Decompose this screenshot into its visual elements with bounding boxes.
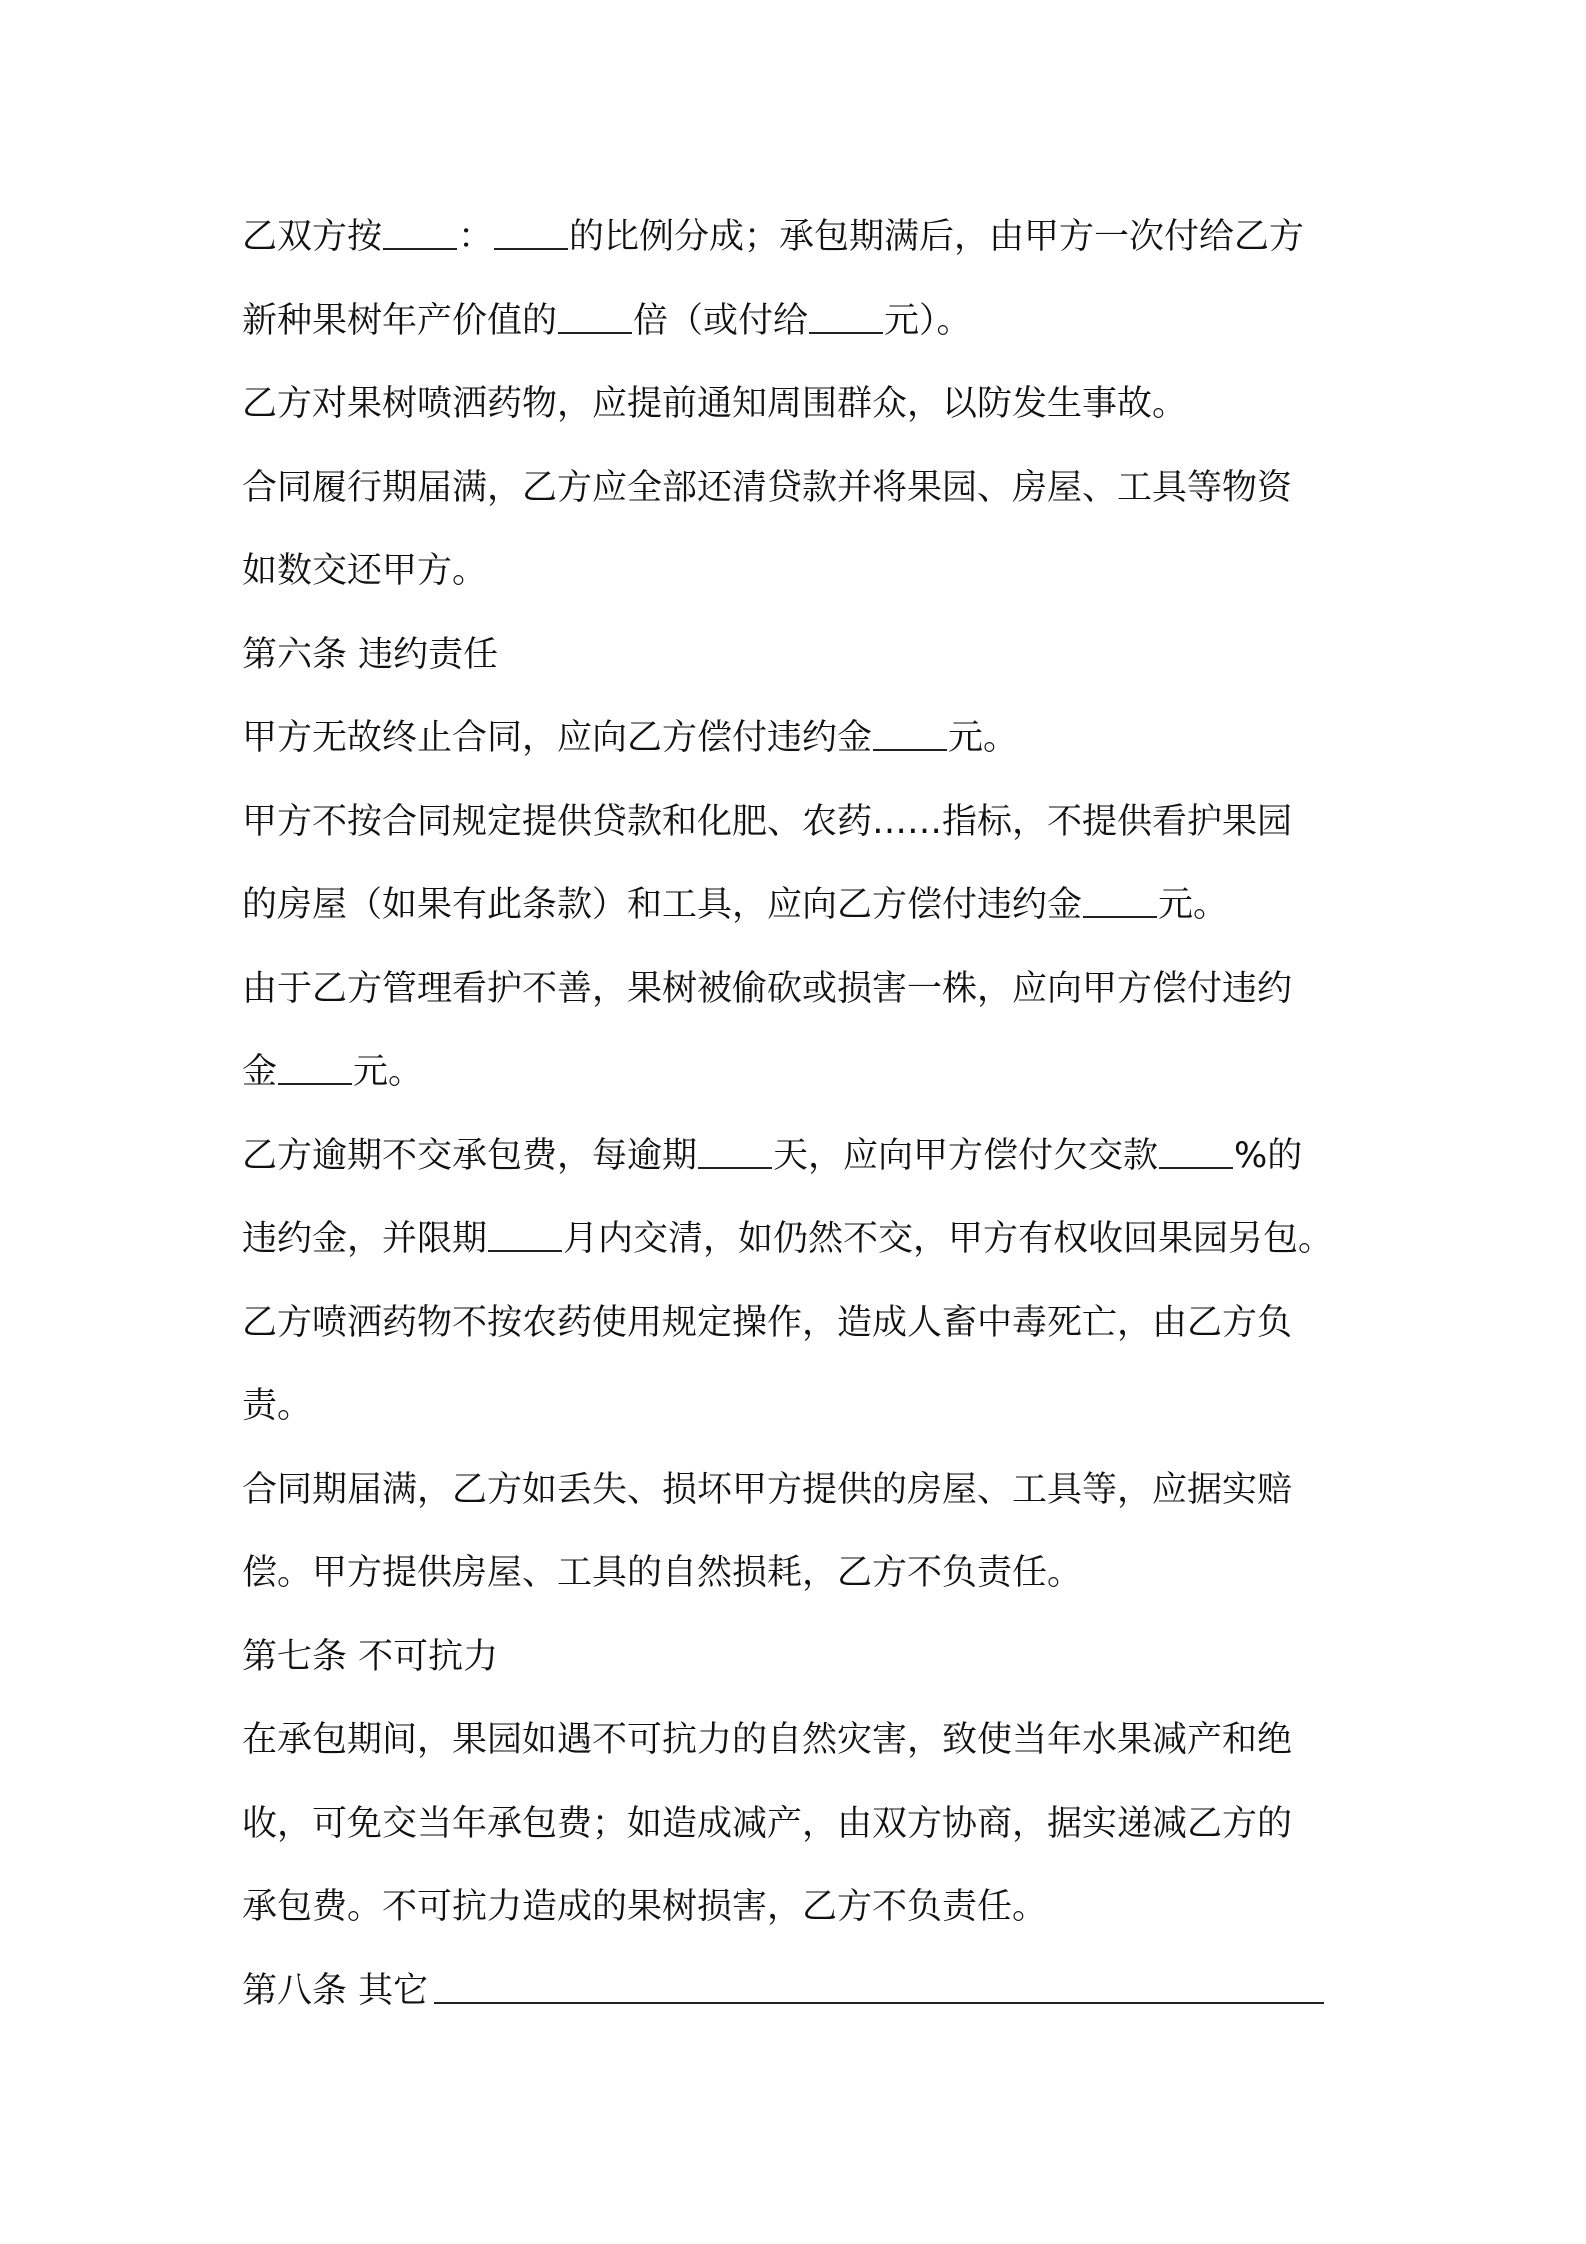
fill-in-blank xyxy=(488,1220,562,1252)
text-line xyxy=(242,280,1362,364)
text-segment: 偿。甲方提供房屋、工具的自然损耗，乙方不负责任。 xyxy=(242,1553,1083,1593)
text-segment: 天，应向甲方偿付欠交款 xyxy=(773,1135,1159,1176)
text-line xyxy=(242,1699,1362,1783)
fill-in-blank xyxy=(1159,1137,1233,1169)
text-line xyxy=(242,1031,1362,1115)
text-segment: 元。 xyxy=(948,718,1019,758)
text-line xyxy=(242,1783,1362,1867)
fill-in-blank xyxy=(383,218,457,250)
text-segment: 乙双方按 xyxy=(242,217,383,257)
fill-in-blank xyxy=(434,1972,1324,2004)
text-segment: 合同履行期届满，乙方应全部还清贷款并将果园、房屋、工具等物资 xyxy=(242,467,1293,508)
section-heading xyxy=(242,1950,1362,2034)
text-line xyxy=(242,196,1362,280)
text-line xyxy=(242,363,1362,447)
text-segment: 倍（或付给 xyxy=(633,300,809,341)
text-segment: 元。 xyxy=(353,1052,424,1092)
text-segment: 的房屋（如果有此条款）和工具，应向乙方偿付违约金 xyxy=(242,885,1083,925)
text-line xyxy=(242,1449,1362,1533)
fill-in-blank xyxy=(278,1053,352,1085)
text-segment: 元。 xyxy=(1158,885,1229,925)
text-segment: 月内交清，如仍然不交，甲方有权收回果园另包。 xyxy=(563,1219,1334,1259)
text-segment: 由于乙方管理看护不善，果树被偷砍或损害一株，应向甲方偿付违约 xyxy=(242,968,1293,1009)
fill-in-blank xyxy=(809,302,883,334)
text-segment: 乙方喷洒药物不按农药使用规定操作，造成人畜中毒死亡，由乙方负 xyxy=(242,1302,1293,1343)
text-segment: 乙方对果树喷洒药物，应提前通知周围群众，以防发生事故。 xyxy=(242,384,1188,424)
text-segment: %的 xyxy=(1234,1135,1303,1176)
text-line xyxy=(242,1115,1362,1199)
heading-text: 第六条 违约责任 xyxy=(242,634,499,675)
text-line xyxy=(242,864,1362,948)
text-segment: 违约金，并限期 xyxy=(242,1219,488,1259)
text-line xyxy=(242,697,1362,781)
text-segment: 合同期届满，乙方如丢失、损坏甲方提供的房屋、工具等，应据实赔 xyxy=(242,1469,1293,1510)
contract-text xyxy=(242,196,1362,2033)
heading-text: 第八条 其它 xyxy=(242,1970,429,2011)
text-line xyxy=(242,948,1362,1032)
text-line xyxy=(242,1198,1362,1282)
text-segment: 元）。 xyxy=(884,300,972,341)
text-segment: 承包费。不可抗力造成的果树损害，乙方不负责任。 xyxy=(242,1887,1048,1927)
text-line xyxy=(242,1866,1362,1950)
text-segment: 在承包期间，果园如遇不可抗力的自然灾害，致使当年水果减产和绝 xyxy=(242,1720,1293,1760)
text-segment: 如数交还甲方。 xyxy=(242,551,488,591)
text-line xyxy=(242,1532,1362,1616)
section-heading xyxy=(242,614,1362,698)
text-segment: 的比例分成；承包期满后，由甲方一次付给乙方 xyxy=(569,217,1305,257)
text-line xyxy=(242,1282,1362,1366)
fill-in-blank xyxy=(494,218,568,250)
text-line xyxy=(242,1365,1362,1449)
heading-text: 第七条 不可抗力 xyxy=(242,1636,499,1677)
text-segment: 甲方无故终止合同，应向乙方偿付违约金 xyxy=(242,718,873,758)
section-heading xyxy=(242,1616,1362,1700)
text-line xyxy=(242,781,1362,865)
text-line xyxy=(242,530,1362,614)
fill-in-blank xyxy=(1083,886,1157,918)
fill-in-blank xyxy=(873,719,947,751)
text-segment: ： xyxy=(458,217,494,257)
text-segment: 乙方逾期不交承包费，每逾期 xyxy=(242,1135,698,1176)
text-segment: 金 xyxy=(242,1052,278,1092)
text-segment: 甲方不按合同规定提供贷款和化肥、农药……指标，不提供看护果园 xyxy=(242,801,1293,842)
fill-in-blank xyxy=(698,1137,772,1169)
text-segment: 收，可免交当年承包费；如造成减产，由双方协商，据实递减乙方的 xyxy=(242,1803,1293,1844)
text-line xyxy=(242,447,1362,531)
text-segment: 责。 xyxy=(242,1386,313,1426)
fill-in-blank xyxy=(558,302,632,334)
text-segment: 新种果树年产价值的 xyxy=(242,300,558,341)
